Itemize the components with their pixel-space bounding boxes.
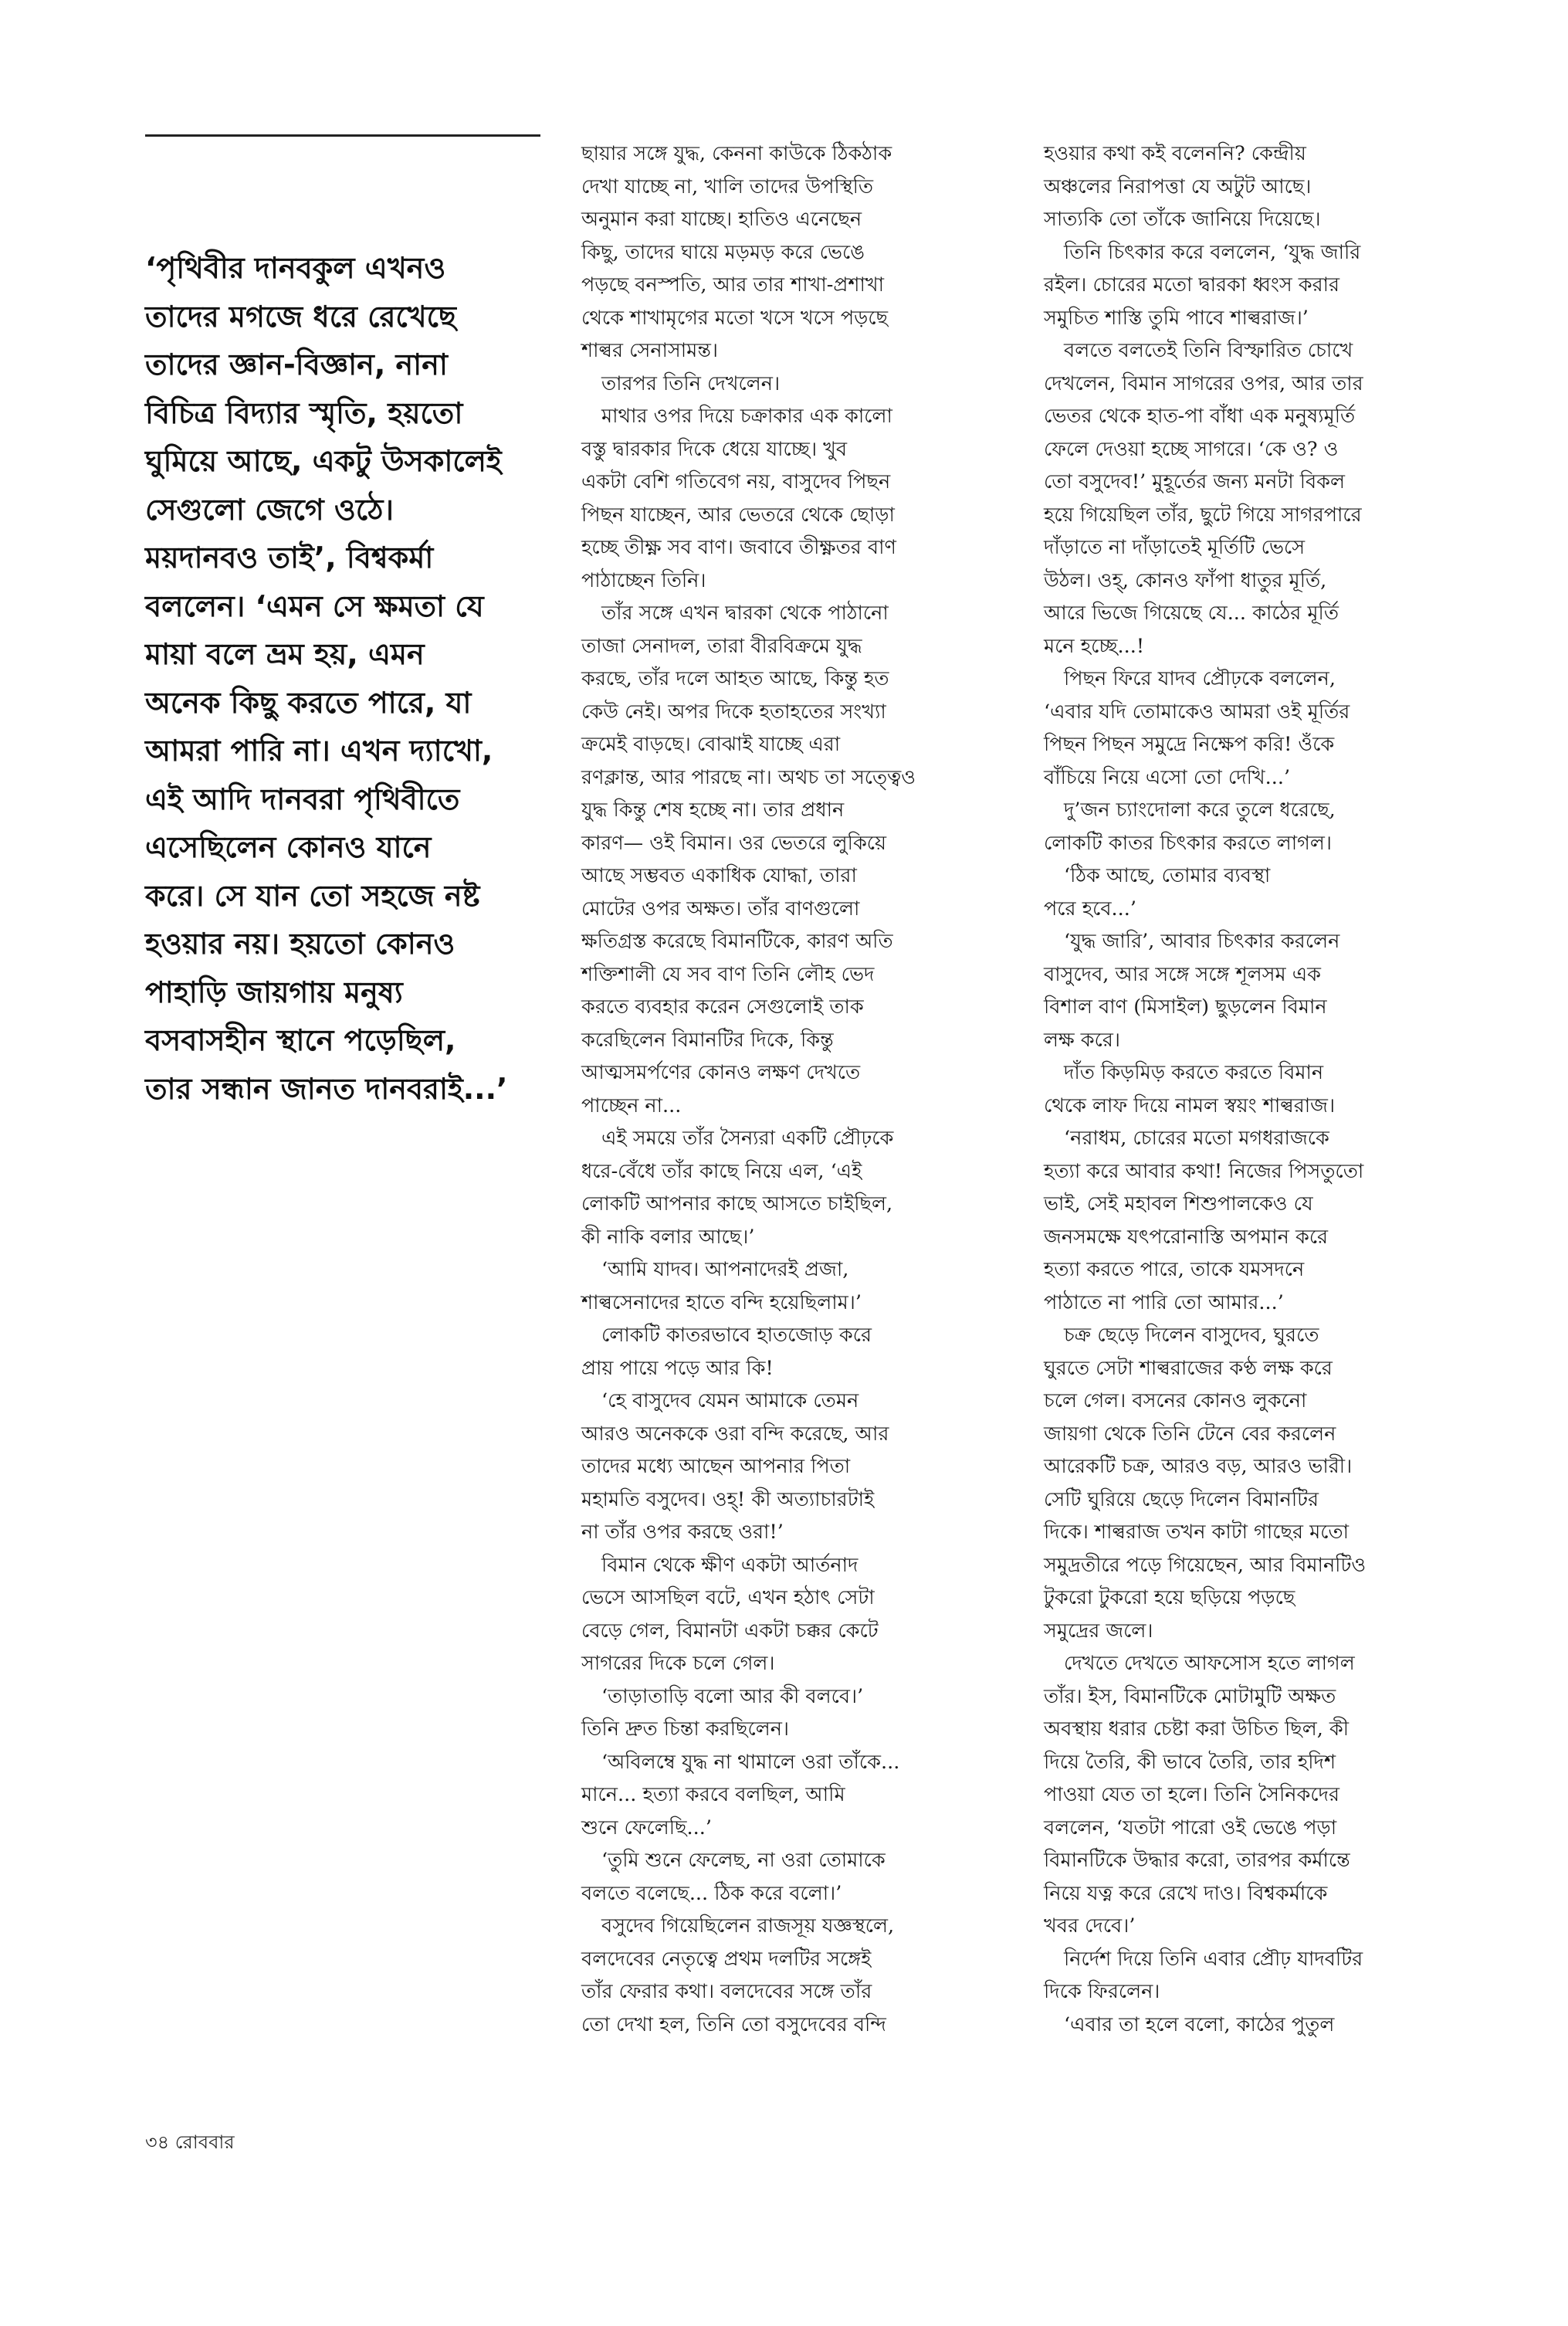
text-line: তাঁর সঙ্গে এখন দ্বারকা থেকে পাঠানো xyxy=(601,602,889,625)
text-line: করেছিলেন বিমানটির দিকে, কিন্তু xyxy=(581,1028,834,1052)
text-line: তাদের মগজে ধরে রেখেছে xyxy=(145,299,456,334)
text-line: দিকে ফিরলেন। xyxy=(1044,1980,1160,2003)
text-line: মাথার ওপর দিয়ে চক্রাকার এক কালো xyxy=(601,405,892,428)
top-rule xyxy=(145,134,540,137)
text-line: হওয়ার নয়। হয়তো কোনও xyxy=(145,927,455,961)
text-line: সেগুলো জেগে ওঠে। xyxy=(145,492,395,527)
text-line: তাঁর। ইস, বিমানটিকে মোটামুটি অক্ষত xyxy=(1044,1684,1336,1708)
text-line: আরেকটি চক্র, আরও বড়, আরও ভারী। xyxy=(1044,1455,1353,1478)
text-line: আরে ভিজে গিয়েছে যে... কাঠের মূর্তি xyxy=(1044,602,1339,625)
text-line: হচ্ছে তীক্ষ্ণ সব বাণ। জবাবে তীক্ষ্ণতর বাণ xyxy=(581,536,896,559)
text-line: পাচ্ছেন না... xyxy=(581,1093,682,1117)
text-line: করতে ব্যবহার করেন সেগুলোই তাক xyxy=(581,995,864,1019)
text-line: ভাই, সেই মহাবল শিশুপালকেও যে xyxy=(1044,1192,1313,1216)
text-line: সাগরের দিকে চলে গেল। xyxy=(581,1652,775,1675)
text-line: বিমান থেকে ক্ষীণ একটা আর্তনাদ xyxy=(601,1553,859,1577)
text-line: ‘পৃথিবীর দানবকুল এখনও xyxy=(145,251,446,285)
text-line: ‘যুদ্ধ জারি’, আবার চিৎকার করলেন xyxy=(1064,930,1340,953)
text-line: আমরা পারি না। এখন দ্যাখো, xyxy=(145,734,493,768)
text-line: খবর দেবে।’ xyxy=(1044,1914,1136,1938)
text-line: অনুমান করা যাচ্ছে। হাতিও এনেছেন xyxy=(581,208,862,231)
text-line: অবস্থায় ধরার চেষ্টা করা উচিত ছিল, কী xyxy=(1044,1717,1350,1741)
text-line: পাহাড়ি জায়গায় মনুষ্য xyxy=(145,975,403,1009)
text-line: বলদেবের নেতৃত্বে প্রথম দলটির সঙ্গেই xyxy=(581,1947,872,1971)
text-line: সমুদ্রতীরে পড়ে গিয়েছেন, আর বিমানটিও xyxy=(1044,1553,1366,1577)
pull-quote xyxy=(145,244,562,1113)
text-line: ক্রমেই বাড়ছে। বোঝাই যাচ্ছে এরা xyxy=(581,733,841,756)
text-line: সমুচিত শাস্তি তুমি পাবে শাল্বরাজ।’ xyxy=(1044,306,1309,330)
text-line: বাসুদেব, আর সঙ্গে সঙ্গে শূলসম এক xyxy=(1044,962,1322,986)
text-line: বলতে বলেছে... ঠিক করে বলো।’ xyxy=(581,1881,842,1905)
text-line: ‘আমি যাদব। আপনাদেরই প্রজা, xyxy=(601,1258,849,1281)
text-line: প্রায় পায়ে পড়ে আর কি! xyxy=(581,1356,774,1380)
text-line: যুদ্ধ কিন্তু শেষ হচ্ছে না। তার প্রধান xyxy=(581,799,845,822)
text-line: তাজা সেনাদল, তারা বীরবিক্রমে যুদ্ধ xyxy=(581,634,862,658)
text-line: তিনি চিৎকার করে বললেন, ‘যুদ্ধ জারি xyxy=(1064,240,1361,264)
text-line: জনসমক্ষে যৎপরোনাস্তি অপমান করে xyxy=(1044,1225,1329,1249)
text-line: পিছন ফিরে যাদব প্রৌঢ়কে বললেন, xyxy=(1064,667,1336,690)
text-line: পাওয়া যেত তা হলে। তিনি সৈনিকদের xyxy=(1044,1783,1340,1806)
text-line: মানে... হত্যা করবে বলছিল, আমি xyxy=(581,1783,845,1806)
text-line: তো দেখা হল, তিনি তো বসুদেবের বন্দি xyxy=(581,2012,886,2036)
text-line: পাঠাচ্ছেন তিনি। xyxy=(581,568,706,592)
text-line: ছায়ার সঙ্গে যুদ্ধ, কেননা কাউকে ঠিকঠাক xyxy=(581,142,892,165)
text-line: সাত্যকি তো তাঁকে জানিয়ে দিয়েছে। xyxy=(1044,208,1321,231)
text-line: শাল্বর সেনাসামন্ত। xyxy=(581,339,719,362)
text-line: অনেক কিছু করতে পারে, যা xyxy=(145,685,472,720)
text-line: বলতে বলতেই তিনি বিস্ফারিত চোখে xyxy=(1064,339,1353,362)
text-line: দেখা যাচ্ছে না, খালি তাদের উপস্থিতি xyxy=(581,175,874,198)
text-line: মোটের ওপর অক্ষত। তাঁর বাণগুলো xyxy=(581,897,860,921)
text-line: অঞ্চলের নিরাপত্তা যে অটুট আছে। xyxy=(1044,175,1312,198)
text-line: ‘অবিলম্বে যুদ্ধ না থামালে ওরা তাঁকে... xyxy=(601,1750,900,1774)
text-line: ধরে-বেঁধে তাঁর কাছে নিয়ে এল, ‘এই xyxy=(581,1159,862,1183)
text-line: আত্মসমর্পণের কোনও লক্ষণ দেখতে xyxy=(581,1061,861,1084)
text-line: হত্যা করে আবার কথা! নিজের পিসতুতো xyxy=(1044,1159,1364,1183)
text-column-middle xyxy=(581,137,998,2041)
text-line: ‘ঠিক আছে, তোমার ব্যবস্থা xyxy=(1064,864,1271,887)
text-line: তাদের জ্ঞান-বিজ্ঞান, নানা xyxy=(145,348,448,381)
text-line: রইল। চোরের মতো দ্বারকা ধ্বংস করার xyxy=(1044,273,1340,297)
text-line: কিছু, তাদের ঘায়ে মড়মড় করে ভেঙে xyxy=(581,240,865,264)
text-line: এই সময়ে তাঁর সৈন্যরা একটি প্রৌঢ়কে xyxy=(601,1127,894,1150)
text-line: ময়দানবও তাই’, বিশ্বকর্মা xyxy=(145,541,434,575)
page-folio: ৩৪ রোববার xyxy=(145,2131,235,2153)
text-line: পিছন পিছন সমুদ্রে নিক্ষেপ করি! ওঁকে xyxy=(1044,733,1335,756)
text-line: মনে হচ্ছে...! xyxy=(1044,634,1145,658)
text-line: সেটি ঘুরিয়ে ছেড়ে দিলেন বিমানটির xyxy=(1044,1487,1319,1511)
text-line: বসবাসহীন স্থানে পড়েছিল, xyxy=(145,1023,456,1057)
text-line: তার সন্ধান জানত দানবরাই...’ xyxy=(145,1071,508,1106)
text-line: মায়া বলে ভ্রম হয়, এমন xyxy=(145,637,425,671)
text-line: আছে সম্ভবত একাধিক যোদ্ধা, তারা xyxy=(581,864,857,887)
text-line: ক্ষতিগ্রস্ত করেছে বিমানটিকে, কারণ অতি xyxy=(581,930,893,953)
text-line: বস্তু দ্বারকার দিকে ধেয়ে যাচ্ছে। খুব xyxy=(581,437,848,461)
text-line: দিকে। শাল্বরাজ তখন কাটা গাছের মতো xyxy=(1044,1521,1350,1544)
text-line: হওয়ার কথা কই বলেননি? কেন্দ্রীয় xyxy=(1044,142,1306,165)
text-line: এসেছিলেন কোনও যানে xyxy=(145,830,432,864)
text-line: কী নাকি বলার আছে।’ xyxy=(581,1225,755,1249)
text-line: দাঁত কিড়মিড় করতে করতে বিমান xyxy=(1064,1061,1324,1084)
text-line: চক্র ছেড়ে দিলেন বাসুদেব, ঘুরতে xyxy=(1064,1324,1319,1347)
text-line: লোকটি কাতরভাবে হাতজোড় করে xyxy=(601,1324,872,1347)
text-line: এই আদি দানবরা পৃথিবীতে xyxy=(145,782,460,816)
text-line: বিমানটিকে উদ্ধার করো, তারপর কর্মান্তে xyxy=(1044,1849,1350,1872)
text-line: করছে, তাঁর দলে আহত আছে, কিন্তু হত xyxy=(581,667,889,690)
text-line: চলে গেল। বসনের কোনও লুকনো xyxy=(1044,1389,1307,1412)
text-line: পিছন যাচ্ছেন, আর ভেতরে থেকে ছোড়া xyxy=(581,503,895,527)
text-line: দেখলেন, বিমান সাগরের ওপর, আর তার xyxy=(1044,371,1363,395)
text-line: তিনি দ্রুত চিন্তা করছিলেন। xyxy=(581,1717,790,1741)
text-line: বিশাল বাণ (মিসাইল) ছুড়লেন বিমান xyxy=(1044,995,1327,1019)
text-line: ‘এবার যদি তোমাকেও আমরা ওই মূর্তির xyxy=(1044,700,1350,724)
text-line: কেউ নেই। অপর দিকে হতাহতের সংখ্যা xyxy=(581,700,886,724)
text-line: দিয়ে তৈরি, কী ভাবে তৈরি, তার হদিশ xyxy=(1044,1750,1336,1774)
text-line: দাঁড়াতে না দাঁড়াতেই মূর্তিটি ভেসে xyxy=(1044,536,1306,559)
text-line: পড়ছে বনস্পতি, আর তার শাখা-প্রশাখা xyxy=(581,273,885,297)
text-line: থেকে লাফ দিয়ে নামল স্বয়ং শাল্বরাজ। xyxy=(1044,1093,1336,1117)
text-line: দেখতে দেখতে আফসোস হতে লাগল xyxy=(1064,1652,1355,1675)
text-line: রণক্লান্ত, আর পারছে না। অথচ তা সত্ত্বেও xyxy=(581,765,916,789)
text-line: বেড়ে গেল, বিমানটা একটা চক্কর কেটে xyxy=(581,1619,879,1643)
text-line: না তাঁর ওপর করছে ওরা!’ xyxy=(581,1521,784,1544)
text-line: ভেতর থেকে হাত-পা বাঁধা এক মনুষ্যমূর্তি xyxy=(1044,405,1356,428)
text-line: তারপর তিনি দেখলেন। xyxy=(601,371,781,395)
text-line: নিয়ে যত্ন করে রেখে দাও। বিশ্বকর্মাকে xyxy=(1044,1881,1328,1905)
text-line: করে। সে যান তো সহজে নষ্ট xyxy=(145,878,480,913)
text-line: বললেন, ‘যতটা পারো ওই ভেঙে পড়া xyxy=(1044,1816,1337,1839)
text-line: শুনে ফেলেছি...’ xyxy=(581,1816,712,1839)
text-line: ঘুরতে সেটা শাল্বরাজের কণ্ঠ লক্ষ করে xyxy=(1044,1356,1333,1380)
text-line: বিচিত্র বিদ্যার স্মৃতি, হয়তো xyxy=(145,395,463,430)
text-line: দু’জন চ্যাংদোলা করে তুলে ধরেছে, xyxy=(1064,799,1336,822)
text-line: ‘তাড়াতাড়ি বলো আর কী বলবে।’ xyxy=(601,1684,864,1708)
text-line: ‘নরাধম, চোরের মতো মগধরাজকে xyxy=(1064,1127,1329,1150)
text-line: ফেলে দেওয়া হচ্ছে সাগরে। ‘কে ও? ও xyxy=(1044,437,1339,461)
text-line: তো বসুদেব!’ মুহূর্তের জন্য মনটা বিকল xyxy=(1044,470,1346,493)
text-line: একটা বেশি গতিবেগ নয়, বাসুদেব পিছন xyxy=(581,470,891,493)
text-line: থেকে শাখামৃগের মতো খসে খসে পড়ছে xyxy=(581,306,889,330)
text-line: বাঁচিয়ে নিয়ে এসো তো দেখি...’ xyxy=(1044,765,1291,789)
text-line: পাঠাতে না পারি তো আমার...’ xyxy=(1044,1290,1284,1314)
text-line: লোকটি কাতর চিৎকার করতে লাগল। xyxy=(1044,831,1333,855)
text-line: ঘুমিয়ে আছে, একটু উসকালেই xyxy=(145,444,502,478)
text-line: ‘তুমি শুনে ফেলেছ, না ওরা তোমাকে xyxy=(601,1849,886,1872)
text-line: নির্দেশ দিয়ে তিনি এবার প্রৌঢ় যাদবটির xyxy=(1064,1947,1363,1971)
text-line: লক্ষ করে। xyxy=(1044,1028,1120,1052)
text-line: হত্যা করতে পারে, তাকে যমসদনে xyxy=(1044,1258,1305,1281)
text-line: মহামতি বসুদেব। ওহ্! কী অত্যাচারটাই xyxy=(581,1487,875,1511)
text-line: হয়ে গিয়েছিল তাঁর, ছুটে গিয়ে সাগরপারে xyxy=(1044,503,1362,527)
text-line: তাঁর ফেরার কথা। বলদেবের সঙ্গে তাঁর xyxy=(581,1980,872,2003)
text-line: লোকটি আপনার কাছে আসতে চাইছিল, xyxy=(581,1192,893,1216)
text-line: বললেন। ‘এমন সে ক্ষমতা যে xyxy=(145,588,484,623)
text-line: ভেসে আসছিল বটে, এখন হঠাৎ সেটা xyxy=(581,1586,875,1609)
text-line: পরে হবে...’ xyxy=(1044,897,1136,921)
text-column-right xyxy=(1044,137,1461,2041)
text-line: উঠল। ওহ্, কোনও ফাঁপা ধাতুর মূর্তি, xyxy=(1044,568,1327,592)
text-line: শাল্বসেনাদের হাতে বন্দি হয়েছিলাম।’ xyxy=(581,1290,862,1314)
text-line: সমুদ্রের জলে। xyxy=(1044,1619,1153,1643)
text-line: কারণ— ওই বিমান। ওর ভেতরে লুকিয়ে xyxy=(581,831,887,855)
text-line: টুকরো টুকরো হয়ে ছড়িয়ে পড়ছে xyxy=(1044,1586,1295,1609)
text-line: বসুদেব গিয়েছিলেন রাজসূয় যজ্ঞস্থলে, xyxy=(601,1914,895,1938)
text-line: জায়গা থেকে তিনি টেনে বের করলেন xyxy=(1044,1422,1336,1446)
text-line: শক্তিশালী যে সব বাণ তিনি লৌহ ভেদ xyxy=(581,962,875,986)
text-line: ‘এবার তা হলে বলো, কাঠের পুতুল xyxy=(1064,2012,1335,2036)
text-line: ‘হে বাসুদেব যেমন আমাকে তেমন xyxy=(601,1389,859,1412)
text-line: আরও অনেককে ওরা বন্দি করেছে, আর xyxy=(581,1422,889,1446)
text-line: তাদের মধ্যে আছেন আপনার পিতা xyxy=(581,1455,851,1478)
